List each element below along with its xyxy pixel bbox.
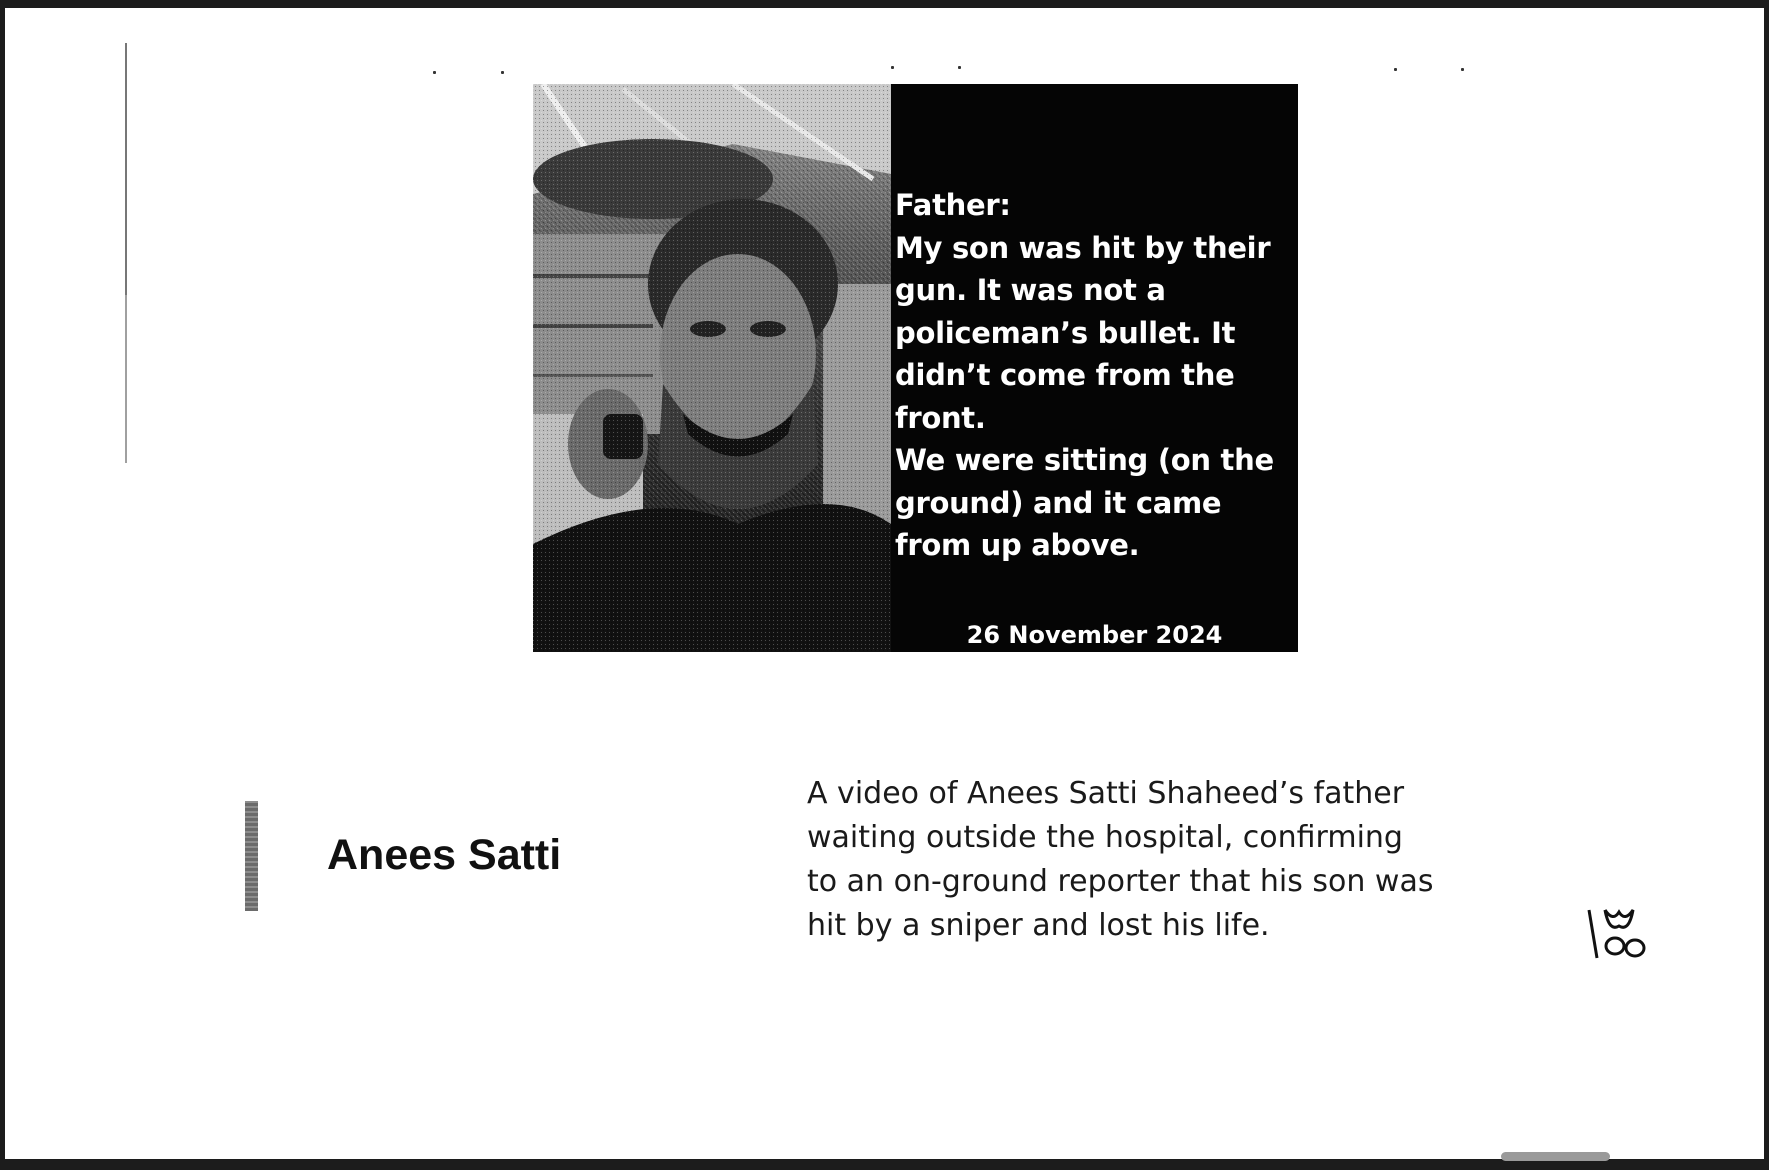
scan-speck	[891, 66, 894, 69]
caption-line: to an on-ground reporter that his son was	[807, 864, 1434, 899]
quote-line: policeman’s bullet. It	[895, 315, 1236, 350]
caption-line: hit by a sniper and lost his life.	[807, 908, 1270, 943]
scan-speck	[1461, 68, 1464, 71]
video-date: 26 November 2024	[966, 621, 1223, 649]
quote-line: from up above.	[895, 528, 1140, 562]
quote-line: didn’t come from the	[895, 358, 1235, 392]
father-portrait-image	[533, 84, 891, 652]
margin-line	[125, 43, 127, 463]
document-page	[5, 8, 1764, 1159]
person-name: Anees Satti	[327, 831, 562, 879]
quote-line: Father:	[895, 188, 1011, 222]
scan-speck	[958, 66, 961, 69]
horizontal-scrollbar[interactable]	[1501, 1152, 1610, 1161]
quote-line: We were sitting (on the	[895, 443, 1274, 477]
quote-panel	[891, 84, 1298, 652]
quote-line: ground) and it came	[895, 485, 1222, 520]
name-marker-bar	[245, 801, 258, 911]
video-still	[533, 84, 1298, 652]
quote-line: My son was hit by their	[895, 230, 1271, 265]
description-text	[807, 772, 1567, 948]
father-photo	[533, 84, 891, 652]
scan-speck	[501, 71, 504, 74]
quote-line: gun. It was not a	[895, 273, 1166, 307]
scan-speck	[1394, 68, 1397, 71]
father-quote	[895, 184, 1295, 567]
quote-line: front.	[895, 400, 986, 435]
handwritten-page-number	[1583, 904, 1653, 964]
caption-line: A video of Anees Satti Shaheed’s father	[807, 776, 1405, 811]
caption-line: waiting outside the hospital, confirming	[807, 820, 1403, 855]
scan-speck	[433, 71, 436, 74]
